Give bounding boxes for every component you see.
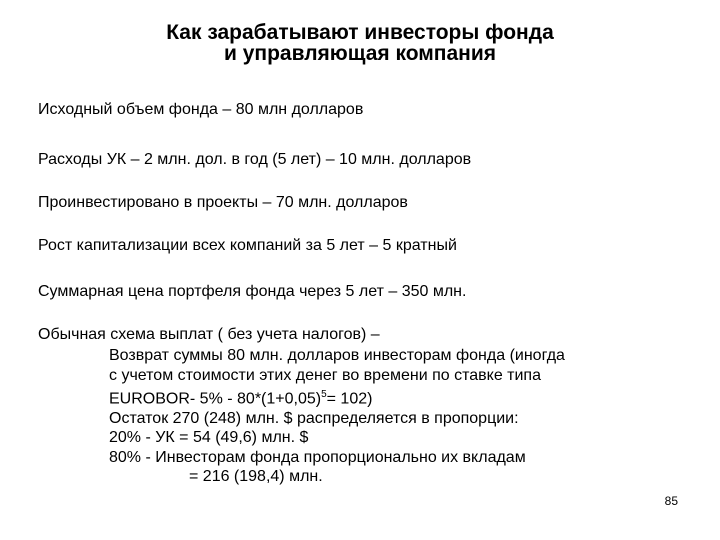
payout-line-5: 20% - УК = 54 (49,6) млн. $ (109, 429, 309, 447)
payout-formula-result: = 102) (326, 390, 373, 408)
payout-line-4: Остаток 270 (248) млн. $ распределяется в пропорции: (109, 409, 519, 427)
payout-scheme-heading: Обычная схема выплат ( без учета налогов) – (38, 326, 380, 343)
portfolio-value: Суммарная цена портфеля фонда через 5 лет – 350 млн. (38, 283, 467, 300)
slide-title (0, 22, 720, 64)
title-line-2: и управляющая компания (223, 42, 497, 65)
page-number: 85 (664, 494, 678, 508)
payout-line-6: 80% - Инвесторам фонда пропорционально их вкладам (109, 448, 526, 466)
payout-line-1: Возврат суммы 80 млн. долларов инвесторам фонда (иногда (109, 347, 565, 364)
payout-line-3 (109, 385, 565, 409)
payout-formula-exponent: 5 (321, 389, 327, 400)
payout-line-7: = 216 (198,4) млн. (189, 468, 323, 486)
management-expenses: Расходы УК – 2 млн. дол. в год (5 лет) – 10 млн. долларов (38, 151, 472, 168)
title-line-1: Как зарабатывают инвесторы фонда (166, 21, 554, 44)
payout-line-2: с учетом стоимости этих денег во времени по ставке типа (109, 366, 541, 384)
invested-amount: Проинвестировано в проекты – 70 млн. долларов (38, 194, 408, 211)
fund-initial-volume: Исходный объем фонда – 80 млн долларов (38, 101, 364, 118)
capitalization-growth: Рост капитализации всех компаний за 5 лет – 5 кратный (38, 237, 457, 254)
payout-formula: EUROBOR- 5% - 80*(1+0,05) (109, 390, 322, 408)
payout-details (109, 346, 565, 487)
